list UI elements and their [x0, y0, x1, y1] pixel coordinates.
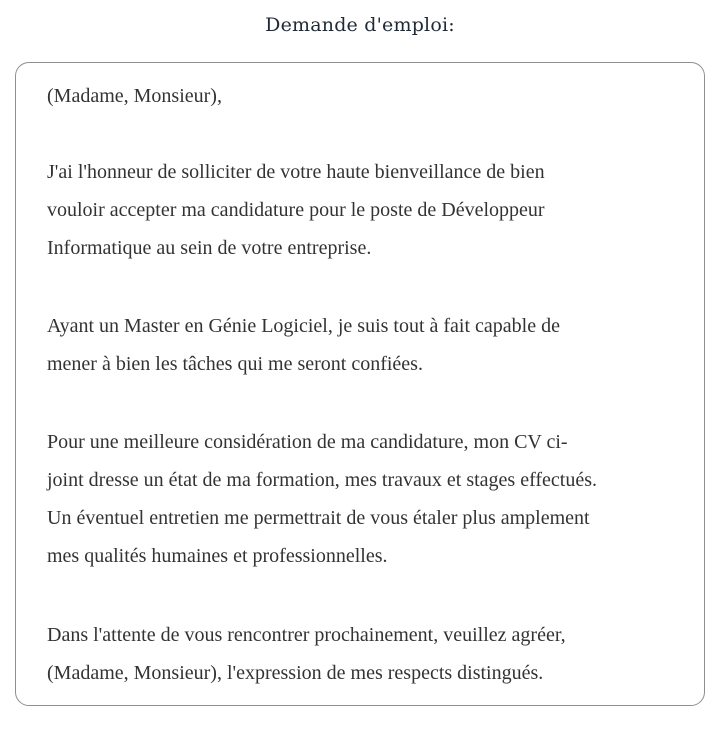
salutation — [47, 77, 222, 115]
paragraph-cv — [47, 423, 597, 575]
paragraph-closing — [47, 616, 566, 692]
paragraph-qualification — [47, 307, 560, 383]
salutation-line: (Madame, Monsieur), — [47, 85, 222, 107]
paragraph-line: Dans l'attente de vous rencontrer prochainement, veuillez agréer, — [47, 624, 566, 646]
paragraph-line: J'ai l'honneur de solliciter de votre haute bienveillance de bien — [47, 161, 545, 183]
paragraph-line: Informatique au sein de votre entreprise. — [47, 237, 372, 259]
paragraph-request — [47, 153, 545, 267]
paragraph-line: Pour une meilleure considération de ma candidature, mon CV ci- — [47, 431, 568, 453]
paragraph-line: (Madame, Monsieur), l'expression de mes respects distingués. — [47, 662, 544, 684]
page-title: Demande d'emploi: — [265, 14, 455, 36]
paragraph-line: vouloir accepter ma candidature pour le poste de Développeur — [47, 199, 545, 221]
paragraph-line: Un éventuel entretien me permettrait de vous étaler plus amplement — [47, 507, 590, 529]
paragraph-line: mener à bien les tâches qui me seront confiées. — [47, 353, 423, 375]
paragraph-line: mes qualités humaines et professionnelles. — [47, 545, 388, 567]
letter-box — [15, 62, 705, 706]
paragraph-line: joint dresse un état de ma formation, mes travaux et stages effectués. — [47, 469, 597, 491]
paragraph-line: Ayant un Master en Génie Logiciel, je suis tout à fait capable de — [47, 315, 560, 337]
